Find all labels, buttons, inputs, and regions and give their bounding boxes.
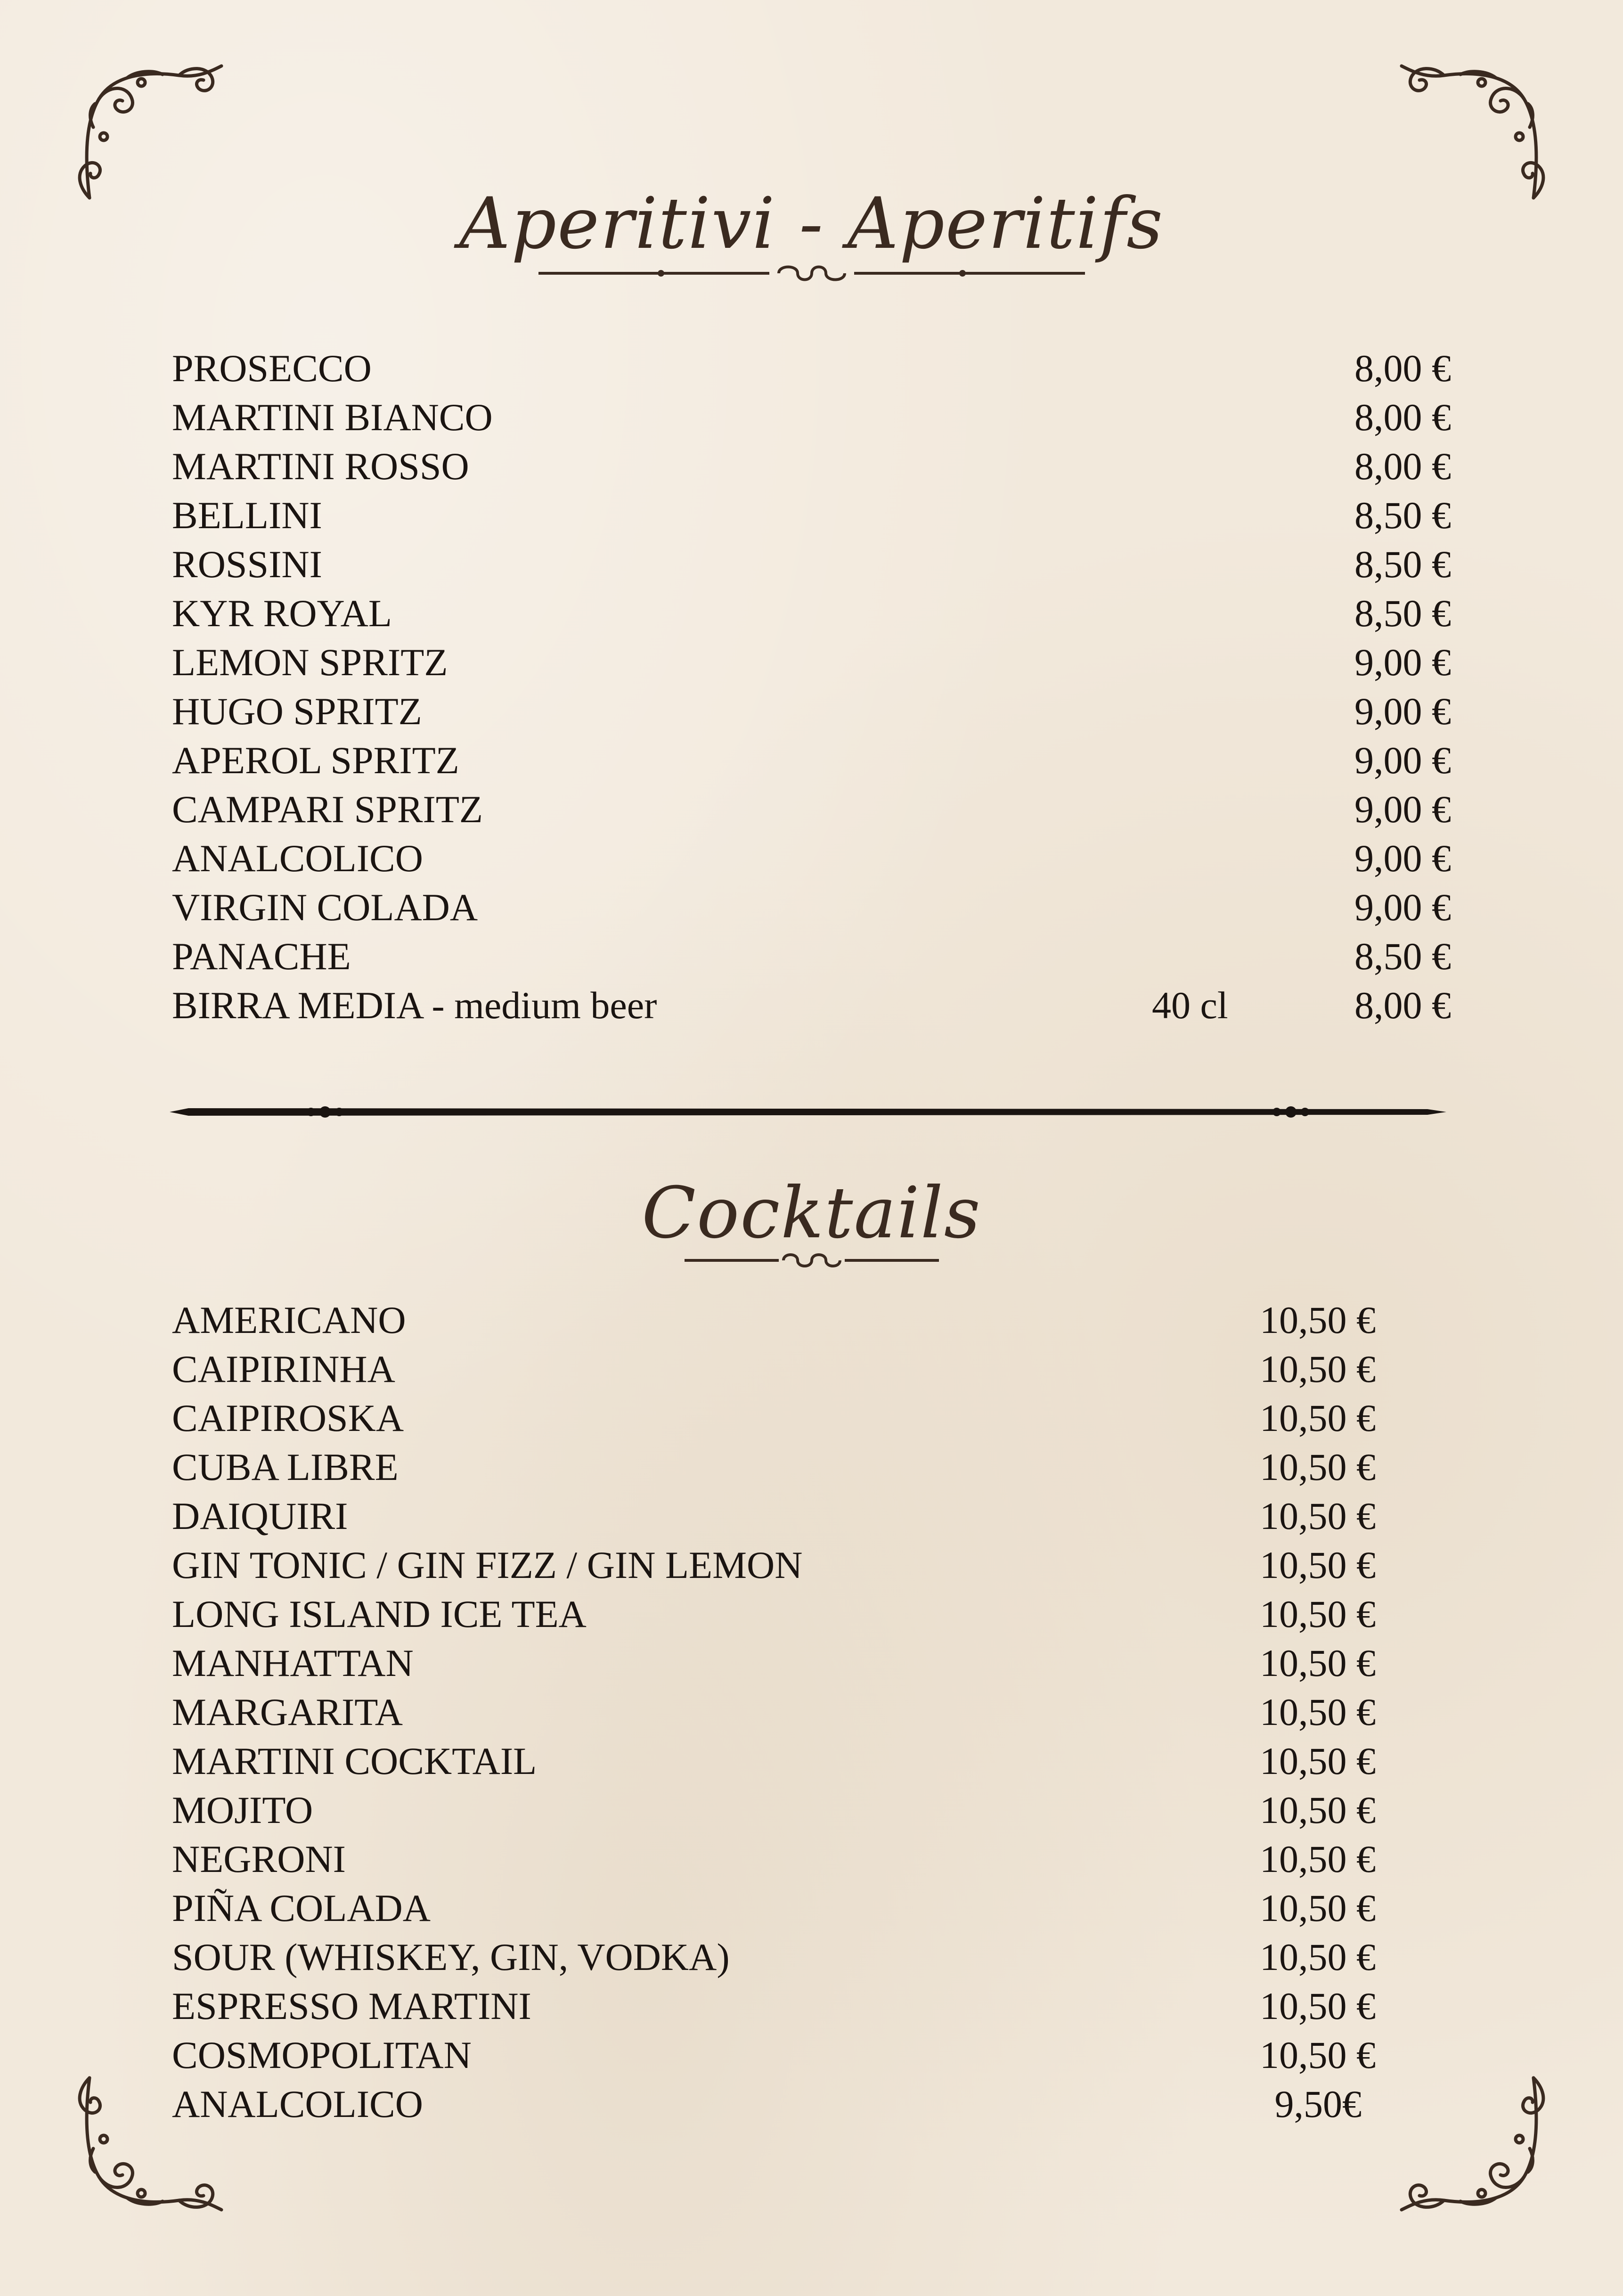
item-name: PIÑA COLADA: [172, 1887, 431, 1929]
item-price: 8,50 €: [1354, 543, 1451, 586]
list-item: [172, 1345, 1376, 1394]
cocktails-list: [172, 1296, 1376, 2129]
item-price: 10,50 €: [1260, 1691, 1376, 1733]
item-price: 8,00 €: [1354, 347, 1451, 390]
item-price: 8,00 €: [1354, 984, 1451, 1027]
item-name: CUBA LIBRE: [172, 1446, 399, 1488]
item-price: 8,00 €: [1354, 396, 1451, 439]
item-name: VIRGIN COLADA: [172, 886, 478, 929]
item-name: LEMON SPRITZ: [172, 641, 448, 684]
item-price: 9,00 €: [1354, 837, 1451, 880]
list-item: [172, 1590, 1376, 1639]
item-name: ANALCOLICO: [172, 2083, 423, 2125]
item-price: 8,00 €: [1354, 445, 1451, 488]
item-name: MANHATTAN: [172, 1642, 414, 1684]
aperitivi-title: Aperitivi - Aperitifs: [459, 183, 1164, 265]
list-item: [172, 589, 1451, 638]
item-name-main: BIRRA MEDIA: [172, 984, 422, 1027]
list-item: [172, 1492, 1376, 1541]
cocktails-title: Cocktails: [642, 1172, 981, 1254]
item-price: 10,50 €: [1260, 1593, 1376, 1635]
item-name: GIN TONIC / GIN FIZZ / GIN LEMON: [172, 1544, 803, 1586]
item-name: CAIPIROSKA: [172, 1397, 404, 1439]
item-name: ESPRESSO MARTINI: [172, 1985, 531, 2027]
list-item: [172, 1835, 1376, 1884]
item-price: 10,50 €: [1260, 1936, 1376, 1978]
list-item: [172, 540, 1451, 589]
item-subtitle: - medium beer: [422, 984, 657, 1027]
list-item: [172, 1982, 1376, 2031]
list-item: [172, 1296, 1376, 1345]
item-price: 9,00 €: [1354, 641, 1451, 684]
item-name: SOUR (WHISKEY, GIN, VODKA): [172, 1936, 730, 1978]
list-item: [172, 932, 1451, 981]
list-item: [172, 1639, 1376, 1688]
item-price: 10,50 €: [1260, 2034, 1376, 2076]
item-size: 40 cl: [1152, 984, 1228, 1027]
list-item: [172, 638, 1451, 687]
list-item: [172, 687, 1451, 736]
list-item: [172, 1786, 1376, 1835]
item-price: 10,50 €: [1260, 1887, 1376, 1929]
list-item: [172, 442, 1451, 491]
item-name: MARTINI COCKTAIL: [172, 1740, 537, 1782]
list-item: [172, 1933, 1376, 1982]
item-price: 9,00 €: [1354, 739, 1451, 782]
item-name: MARTINI ROSSO: [172, 445, 469, 488]
item-price: 10,50 €: [1260, 1985, 1376, 2027]
flourish-corner-icon: [1397, 2064, 1552, 2219]
list-item: [172, 736, 1451, 785]
item-price: 10,50 €: [1260, 1446, 1376, 1488]
item-price: 8,50 €: [1354, 592, 1451, 635]
item-price: 10,50 €: [1260, 1348, 1376, 1390]
item-name: PROSECCO: [172, 347, 372, 390]
item-name: PANACHE: [172, 935, 351, 978]
item-name: NEGRONI: [172, 1838, 346, 1880]
arrow-divider-icon: [170, 1098, 1446, 1126]
cocktails-heading-block: [0, 1172, 1623, 1277]
list-item: [172, 344, 1451, 393]
item-price: 8,50 €: [1354, 494, 1451, 537]
item-name: MARGARITA: [172, 1691, 403, 1733]
item-price: 10,50 €: [1260, 1544, 1376, 1586]
list-item: [172, 834, 1451, 883]
item-price: 9,00 €: [1354, 886, 1451, 929]
item-name: HUGO SPRITZ: [172, 690, 422, 733]
item-price: 10,50 €: [1260, 1838, 1376, 1880]
aperitivi-list: [172, 344, 1451, 1030]
item-price: 8,50 €: [1354, 935, 1451, 978]
list-item: [172, 491, 1451, 540]
item-name: AMERICANO: [172, 1299, 406, 1341]
item-price: 10,50 €: [1260, 1789, 1376, 1831]
item-name: MARTINI BIANCO: [172, 396, 493, 439]
list-item: [172, 1688, 1376, 1737]
list-item: [172, 393, 1451, 442]
item-name: DAIQUIRI: [172, 1495, 348, 1537]
list-item: [172, 1394, 1376, 1443]
item-name: APEROL SPRITZ: [172, 739, 459, 782]
list-item: [172, 1884, 1376, 1933]
aperitivi-heading-block: [0, 183, 1623, 292]
item-name: ANALCOLICO: [172, 837, 423, 880]
list-item: [172, 2080, 1376, 2129]
item-name: COSMOPOLITAN: [172, 2034, 472, 2076]
item-price: 10,50 €: [1260, 1740, 1376, 1782]
item-name: CAMPARI SPRITZ: [172, 788, 483, 831]
list-item: [172, 1541, 1376, 1590]
item-price: 10,50 €: [1260, 1495, 1376, 1537]
list-item: [172, 785, 1451, 834]
list-item: [172, 1737, 1376, 1786]
list-item: [172, 1443, 1376, 1492]
item-price: 9,00 €: [1354, 690, 1451, 733]
item-price: 10,50 €: [1260, 1642, 1376, 1684]
item-price: 10,50 €: [1260, 1299, 1376, 1341]
item-name: [172, 981, 657, 1030]
list-item: [172, 981, 1451, 1030]
item-name: MOJITO: [172, 1789, 313, 1831]
item-price: 10,50 €: [1260, 1397, 1376, 1439]
item-name: ROSSINI: [172, 543, 322, 586]
item-name: LONG ISLAND ICE TEA: [172, 1593, 587, 1635]
item-name: BELLINI: [172, 494, 322, 537]
list-item: [172, 883, 1451, 932]
item-name: KYR ROYAL: [172, 592, 392, 635]
list-item: [172, 2031, 1376, 2080]
item-price: 9,00 €: [1354, 788, 1451, 831]
item-name: CAIPIRINHA: [172, 1348, 395, 1390]
item-price: 9,50€: [1274, 2083, 1362, 2125]
